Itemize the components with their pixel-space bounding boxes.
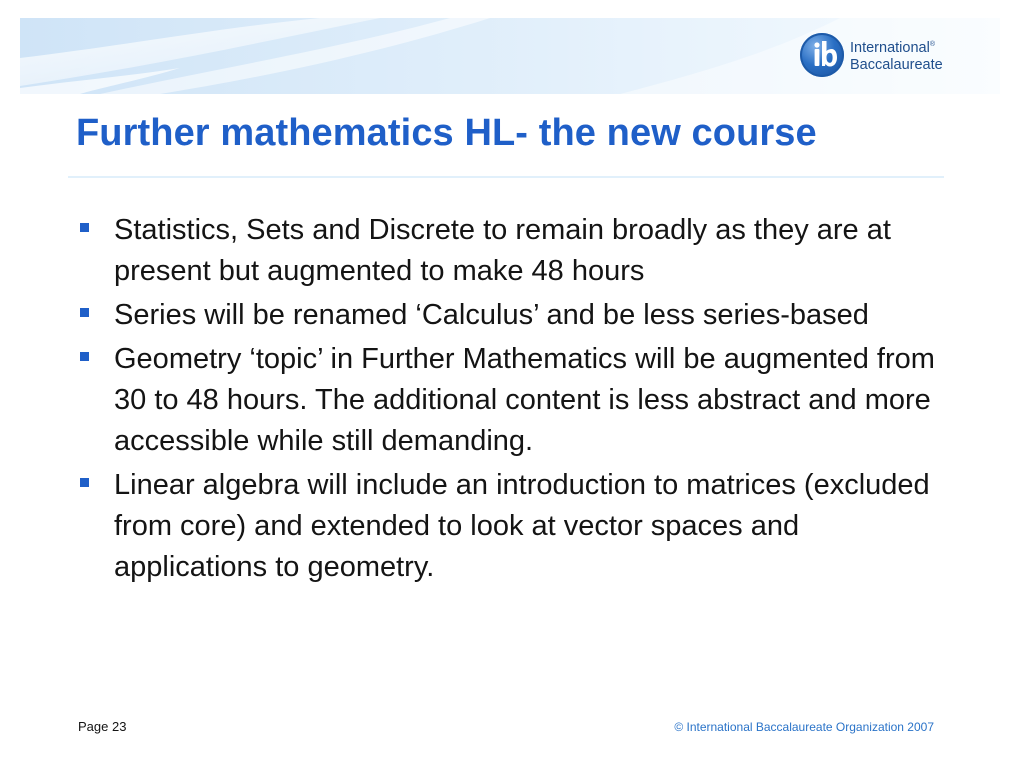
bullet-text: Statistics, Sets and Discrete to remain broadly as they are at present but augmented to make 48 hours (114, 214, 891, 287)
bullet-item (80, 295, 950, 336)
bullet-square-icon (80, 478, 89, 487)
bullet-square-icon (80, 308, 89, 317)
ib-logo (800, 30, 943, 80)
ib-logo-icon (800, 33, 844, 77)
page-number: Page 23 (78, 719, 127, 734)
bullet-square-icon (80, 223, 89, 232)
bullet-square-icon (80, 352, 89, 361)
logo-wordmark (850, 36, 943, 74)
bullet-item (80, 339, 950, 462)
bullet-item (80, 210, 950, 292)
bullet-text: Geometry ‘topic’ in Further Mathematics will be augmented from 30 to 48 hours. The additional content is less abstract and more accessible while still demanding. (114, 343, 935, 457)
logo-line-1: International (850, 39, 930, 56)
bullet-text: Series will be renamed ‘Calculus’ and be less series-based (114, 299, 869, 331)
bullet-text: Linear algebra will include an introduction to matrices (excluded from core) and extended to look at vector spaces and applications to geometry. (114, 469, 930, 583)
title-divider (68, 176, 944, 178)
logo-line-2: Baccalaureate (850, 56, 943, 73)
bullet-list (80, 210, 950, 591)
slide-title: Further mathematics HL- the new course (76, 112, 817, 154)
registered-mark: ® (929, 41, 935, 49)
copyright-notice: © International Baccalaureate Organization 2007 (674, 720, 934, 734)
bullet-item (80, 465, 950, 588)
